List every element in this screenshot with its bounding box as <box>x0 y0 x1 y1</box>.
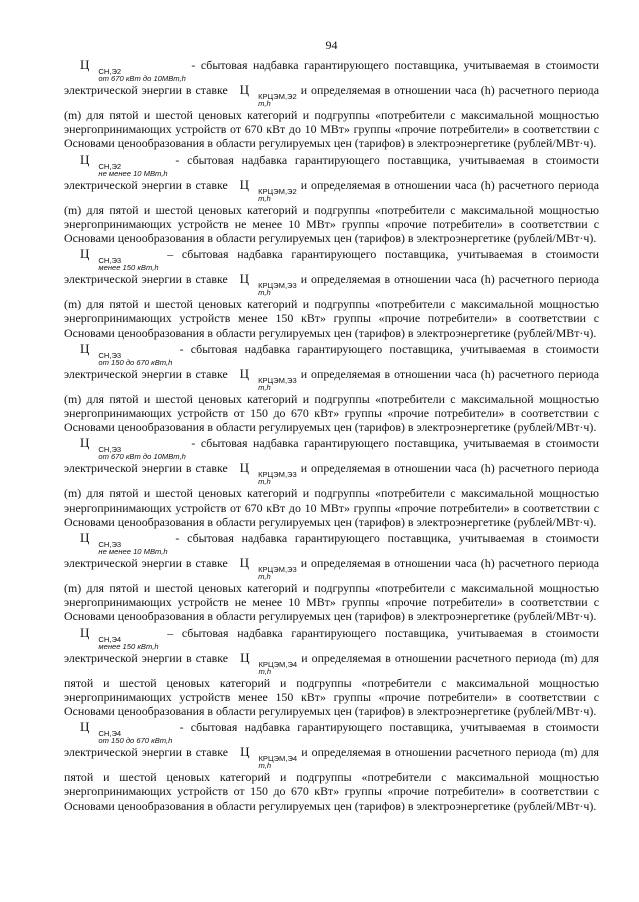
defined-symbol-scripts <box>90 636 158 651</box>
rate-symbol <box>232 272 297 297</box>
defined-symbol-scripts <box>90 163 167 178</box>
defined-symbol-scripts <box>90 541 167 556</box>
defined-symbol-main: Ц <box>80 246 90 262</box>
rate-symbol-scripts <box>250 566 297 581</box>
rate-symbol-main: Ц <box>239 460 250 476</box>
definition-paragraph <box>64 342 599 435</box>
defined-symbol-subscript: от 670 кВт до 10МВт,h <box>98 74 186 83</box>
definition-text: – сбытовая надбавка гарантирующего поставщика, учитываемая в стоимости электрической энергии в ставке <box>64 247 599 287</box>
defined-symbol-main: Ц <box>80 530 90 546</box>
defined-symbol-subscript: от 670 кВт до 10МВт,h <box>98 452 186 462</box>
definition-paragraph <box>64 531 599 624</box>
definition-text: - сбытовая надбавка гарантирующего поставщика, учитываемая в стоимости электрической энергии в ставке <box>64 720 599 760</box>
rate-symbol-subscript: m,h <box>258 477 271 487</box>
defined-symbol-superscript: СН,Э3 <box>98 540 122 550</box>
definition-paragraph <box>64 436 599 529</box>
rate-symbol-superscript: КРЦЭМ,Э3 <box>258 281 297 291</box>
defined-symbol-subscript: менее 150 кВт,h <box>98 263 159 273</box>
definition-paragraph <box>64 58 599 151</box>
defined-symbol-superscript: СН,Э3 <box>98 256 122 266</box>
rate-symbol-main: Ц <box>239 365 250 381</box>
rate-symbol <box>232 745 297 770</box>
defined-symbol-main: Ц <box>80 719 90 735</box>
rate-symbol-subscript: m,h <box>258 99 271 108</box>
defined-symbol-subscript: от 150 до 670 кВт,h <box>98 736 173 746</box>
rate-symbol-subscript: m,h <box>258 572 271 582</box>
rate-symbol-superscript: КРЦЭМ,Э2 <box>258 186 297 196</box>
defined-symbol <box>72 436 186 461</box>
definition-text: и определяемая в отношении часа (h) расчетного периода (m) для пятой и шестой ценовых категорий и подгруппы «потребители с максимальной мощностью энергопринимающих устройств от 670 кВт до 10 МВт» группы «прочие потребители» в соответствии с Основами ценообразования в области регулируемых цен (тарифов) в электроэнергетике (рублей/МВт·ч). <box>64 83 599 151</box>
definition-text: - сбытовая надбавка гарантирующего поставщика, учитываемая в стоимости электрической энергии в ставке <box>64 531 599 571</box>
definition-text: – сбытовая надбавка гарантирующего поставщика, учитываемая в стоимости электрической энергии в ставке <box>64 625 599 665</box>
rate-symbol-scripts <box>250 188 297 203</box>
rate-symbol-main: Ц <box>239 176 250 192</box>
rate-symbol-subscript: m,h <box>258 288 271 298</box>
defined-symbol-superscript: СН,Э3 <box>98 350 122 360</box>
defined-symbol-main: Ц <box>80 151 90 167</box>
rate-symbol <box>232 461 297 486</box>
defined-symbol <box>72 247 159 272</box>
rate-symbol-subscript: m,h <box>258 761 272 771</box>
definition-text: - сбытовая надбавка гарантирующего поставщика, учитываемая в стоимости электрической энергии в ставке <box>64 436 599 476</box>
rate-symbol-main: Ц <box>239 555 250 571</box>
rate-symbol-superscript: КРЦЭМ,Э3 <box>258 565 297 575</box>
definition-text: и определяемая в отношении часа (h) расчетного периода (m) для пятой и шестой ценовых категорий и подгруппы «потребители с максимальной мощностью энергопринимающих устройств от 670 кВт до 10 МВт» группы «прочие потребители» в соответствии с Основами ценообразования в области регулируемых цен (тарифов) в электроэнергетике (рублей/МВт·ч). <box>64 461 599 529</box>
rate-symbol-scripts <box>250 93 297 108</box>
rate-symbol-superscript: КРЦЭМ,Э3 <box>258 375 297 385</box>
definition-text: - сбытовая надбавка гарантирующего поставщика, учитываемая в стоимости электрической энергии в ставке <box>64 152 599 192</box>
defined-symbol-subscript: от 150 до 670 кВт,h <box>98 357 173 367</box>
definition-text: и определяемая в отношении расчетного периода (m) для пятой и шестой ценовых категорий и подгруппы «потребители с максимальной мощностью энергопринимающих устройств менее 150 кВт» группы «прочие потребители» в соответствии с Основами ценообразования в области регулируемых цен (тарифов) в электроэнергетике (рублей/МВт·ч). <box>64 650 599 719</box>
definition-text: - сбытовая надбавка гарантирующего поставщика, учитываемая в стоимости электрической энергии в ставке <box>64 58 599 97</box>
defined-symbol-main: Ц <box>80 57 90 72</box>
rate-symbol-superscript: КРЦЭМ,Э4 <box>258 754 298 764</box>
defined-symbol-superscript: СН,Э2 <box>98 67 122 76</box>
defined-symbol-superscript: СН,Э2 <box>98 161 122 171</box>
definition-paragraph <box>64 626 599 719</box>
defined-symbol-subscript: не менее 10 МВт,h <box>98 168 168 178</box>
defined-symbol-scripts <box>90 730 172 745</box>
defined-symbol-scripts <box>90 446 185 461</box>
defined-symbol <box>72 342 172 367</box>
rate-symbol-scripts <box>250 661 297 676</box>
definition-text: - сбытовая надбавка гарантирующего поставщика, учитываемая в стоимости электрической энергии в ставке <box>64 341 599 381</box>
page-number: 94 <box>325 38 338 52</box>
definition-text: и определяемая в отношении часа (h) расчетного периода (m) для пятой и шестой ценовых категорий и подгруппы «потребители с максимальной мощностью энергопринимающих устройств не менее 10 МВт» группы «прочие потребители» в соответствии с Основами ценообразования в области регулируемых цен (тарифов) в электроэнергетике (рублей/МВт·ч). <box>64 177 599 246</box>
defined-symbol <box>72 531 168 556</box>
defined-symbol-main: Ц <box>80 435 90 451</box>
rate-symbol-main: Ц <box>239 271 250 287</box>
definition-paragraph <box>64 720 599 813</box>
defined-symbol-superscript: СН,Э4 <box>98 729 122 739</box>
rate-symbol <box>232 178 297 203</box>
rate-symbol-main: Ц <box>239 82 250 97</box>
rate-symbol <box>232 83 297 108</box>
rate-symbol-superscript: КРЦЭМ,Э4 <box>258 659 298 669</box>
defined-symbol <box>72 153 168 178</box>
rate-symbol-scripts <box>250 755 297 770</box>
rate-symbol-subscript: m,h <box>258 193 271 203</box>
rate-symbol-superscript: КРЦЭМ,Э2 <box>258 92 297 101</box>
defined-symbol <box>72 58 186 83</box>
rate-symbol-subscript: m,h <box>258 666 272 676</box>
definition-text: и определяемая в отношении часа (h) расчетного периода (m) для пятой и шестой ценовых категорий и подгруппы «потребители с максимальной мощностью энергопринимающих устройств менее 150 кВт» группы «прочие потребители» в соответствии с Основами ценообразования в области регулируемых цен (тарифов) в электроэнергетике (рублей/МВт·ч). <box>64 272 599 340</box>
definition-text: и определяемая в отношении часа (h) расчетного периода (m) для пятой и шестой ценовых категорий и подгруппы «потребители с максимальной мощностью энергопринимающих устройств от 150 до 670 кВт» группы «прочие потребители» в соответствии с Основами ценообразования в области регулируемых цен (тарифов) в электроэнергетике (рублей/МВт·ч). <box>64 366 599 435</box>
rate-symbol <box>232 556 297 581</box>
defined-symbol-superscript: СН,Э3 <box>98 445 122 455</box>
definition-paragraph <box>64 247 599 340</box>
definition-text: и определяемая в отношении часа (h) расчетного периода (m) для пятой и шестой ценовых категорий и подгруппы «потребители с максимальной мощностью энергопринимающих устройств не менее 10 МВт» группы «прочие потребители» в соответствии с Основами ценообразования в области регулируемых цен (тарифов) в электроэнергетике (рублей/МВт·ч). <box>64 556 599 624</box>
rate-symbol-subscript: m,h <box>258 382 271 392</box>
rate-symbol-superscript: КРЦЭМ,Э3 <box>258 470 297 480</box>
defined-symbol-subscript: менее 150 кВт,h <box>98 641 159 651</box>
paragraph-list <box>64 58 599 813</box>
rate-symbol <box>232 367 297 392</box>
defined-symbol-scripts <box>90 257 158 272</box>
definition-paragraph <box>64 153 599 246</box>
defined-symbol-scripts <box>90 352 172 367</box>
defined-symbol-main: Ц <box>80 340 90 356</box>
rate-symbol <box>232 651 297 676</box>
rate-symbol-scripts <box>250 471 297 486</box>
defined-symbol <box>72 720 172 745</box>
defined-symbol <box>72 626 159 651</box>
rate-symbol-main: Ц <box>240 744 250 760</box>
defined-symbol-main: Ц <box>80 624 90 640</box>
defined-symbol-superscript: СН,Э4 <box>98 634 122 644</box>
rate-symbol-scripts <box>250 377 297 392</box>
rate-symbol-scripts <box>250 282 297 297</box>
rate-symbol-main: Ц <box>240 649 250 665</box>
definition-text: и определяемая в отношении расчетного периода (m) для пятой и шестой ценовых категорий и подгруппы «потребители с максимальной мощностью энергопринимающих устройств от 150 до 670 кВт» группы «прочие потребители» в соответствии с Основами ценообразования в области регулируемых цен (тарифов) в электроэнергетике (рублей/МВт·ч). <box>64 745 599 813</box>
defined-symbol-subscript: не менее 10 МВт,h <box>98 547 168 557</box>
defined-symbol-scripts <box>90 68 185 83</box>
